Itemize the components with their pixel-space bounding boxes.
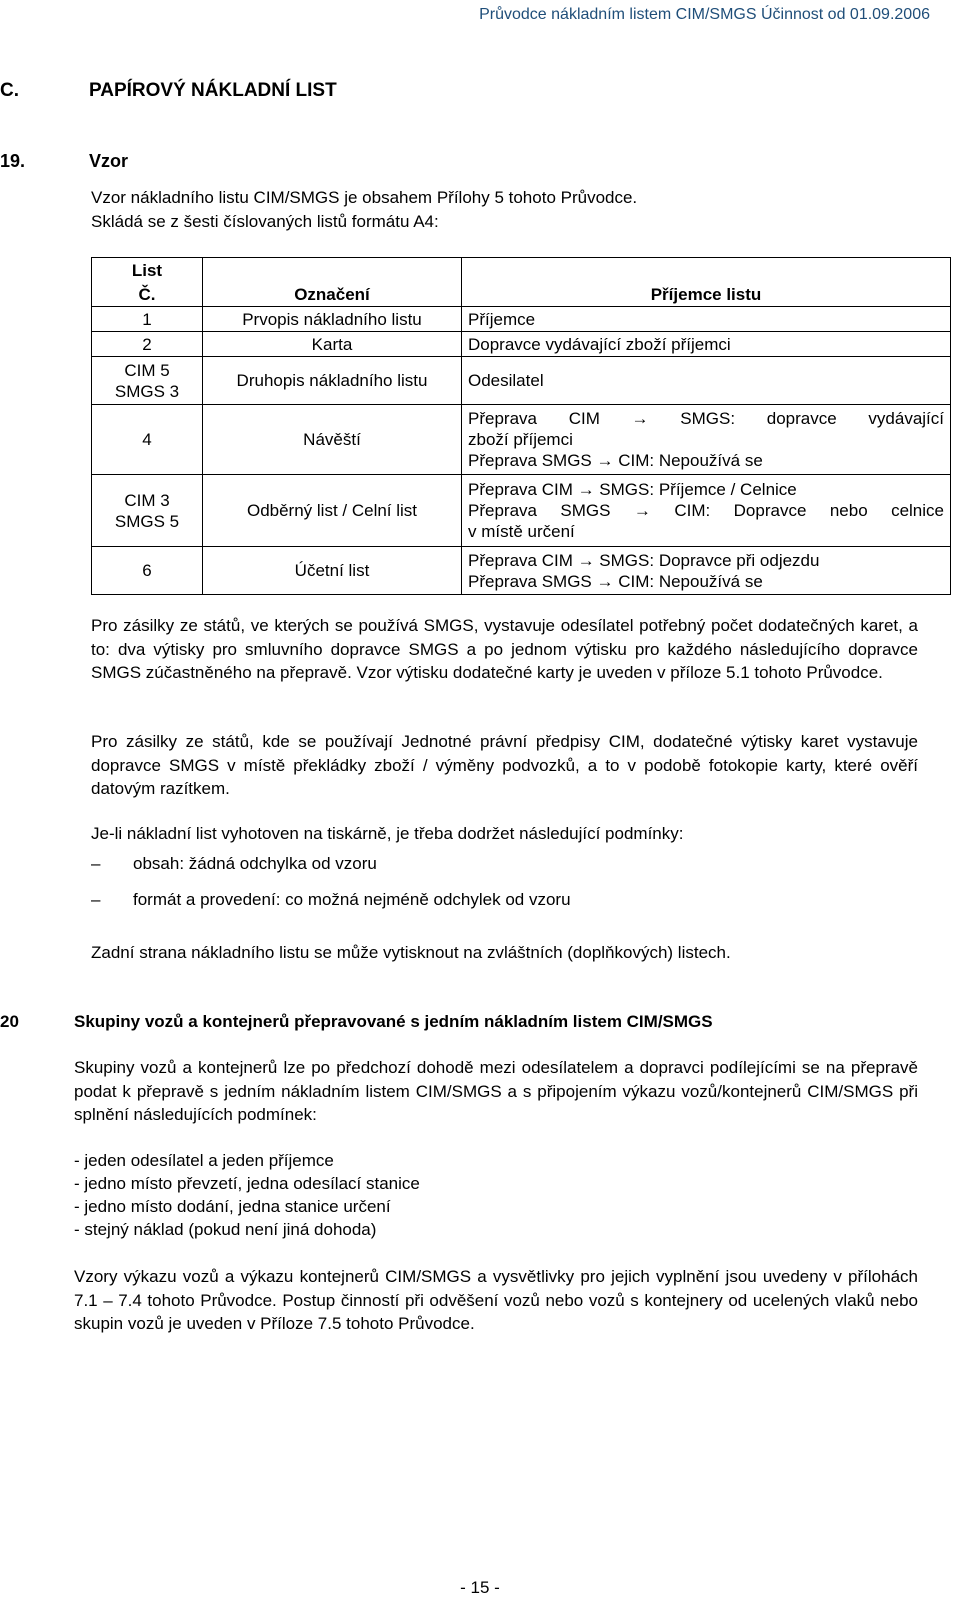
recipient-line: v místě určení: [468, 522, 575, 541]
row-number: 6: [92, 547, 203, 595]
row-number-line: CIM 3: [124, 490, 170, 510]
recipient-line: Přeprava SMGS → CIM: Nepoužívá se: [468, 451, 763, 470]
col2-header: Označení: [203, 283, 462, 307]
paragraph-printer-conditions: Je-li nákladní list vyhotoven na tiskárně, je třeba dodržet následující podmínky:: [91, 824, 684, 843]
row-name: Prvopis nákladního listu: [203, 307, 462, 332]
paragraph-groups-intro: Skupiny vozů a kontejnerů lze po předchozí dohodě mezi odesílatelem a dopravci podílejícími se na přepravě podat k přepravě s jedním nákladním listem CIM/SMGS a s připojením výkazu vozů/kontejnerů CIM/SMGS při splnění následujících podmínek:: [74, 1058, 918, 1124]
paragraph-additional-cards-cim: Pro zásilky ze států, kde se používají Jednotné právní předpisy CIM, dodatečné výtisky karet vystavuje dopravce SMGS v místě překládky zboží / výměny podvozků, a to v podobě fotokopie karty, které ověří datovým razítkem.: [91, 732, 918, 798]
row-recipient: Příjemce: [462, 307, 951, 332]
row-number-line: SMGS 3: [114, 381, 180, 401]
table-row: [92, 405, 951, 475]
section-19-title: Vzor: [89, 151, 129, 171]
row-number: [92, 357, 203, 405]
section-c-title: PAPÍROVÝ NÁKLADNÍ LIST: [89, 80, 337, 101]
paragraph-back-side: Zadní strana nákladního listu se může vytisknout na zvláštních (doplňkových) listech.: [91, 943, 731, 962]
col3-header: Příjemce listu: [462, 283, 951, 307]
row-recipient: [462, 547, 951, 595]
row-recipient: Odesilatel: [462, 357, 951, 405]
row-number-line: SMGS 5: [114, 511, 180, 531]
intro-line-2: Skládá se z šesti číslovaných listů formátu A4:: [91, 212, 439, 231]
condition-item: - stejný náklad (pokud není jiná dohoda): [74, 1220, 377, 1239]
col1-header-number: Č.: [92, 283, 203, 307]
recipient-line: Přeprava CIM → SMGS: Příjemce / Celnice: [468, 480, 797, 499]
row-name: Účetní list: [203, 547, 462, 595]
recipient-line: Přeprava SMGS → CIM: Dopravce nebo celnice: [468, 501, 944, 520]
table-row: [92, 475, 951, 547]
bullet-dash: –: [91, 854, 101, 873]
section-19-number: 19.: [0, 151, 26, 171]
recipient-line: zboží příjemci: [468, 430, 573, 449]
row-number-line: CIM 5: [124, 360, 170, 380]
row-name: Karta: [203, 332, 462, 357]
section-c-number: C.: [0, 80, 19, 101]
row-name: Návěští: [203, 405, 462, 475]
row-name: Druhopis nákladního listu: [203, 357, 462, 405]
row-number: [92, 475, 203, 547]
table-header-row-1: [92, 258, 951, 283]
col1-header-list: List: [92, 258, 203, 283]
table-row: [92, 547, 951, 595]
sheet-table: [91, 257, 951, 595]
section-20-number: 20: [0, 1012, 19, 1031]
paragraph-additional-cards-smgs: Pro zásilky ze států, ve kterých se používá SMGS, vystavuje odesílatel potřebný počet dodatečných karet, a to: dva výtisky pro smluvního dopravce SMGS a po jednom výtisku pro každého následujícího dopravce SMGS zúčastněného na přepravě. Vzor výtisku dodatečné karty je uveden v příloze 5.1 tohoto Průvodce.: [91, 616, 918, 682]
recipient-line: Přeprava SMGS → CIM: Nepoužívá se: [468, 571, 763, 591]
row-number: 1: [92, 307, 203, 332]
recipient-line: Přeprava CIM → SMGS: dopravce vydávající: [468, 409, 944, 428]
bullet-text: obsah: žádná odchylka od vzoru: [133, 854, 377, 873]
table-row: [92, 332, 951, 357]
row-number: 2: [92, 332, 203, 357]
row-recipient: [462, 405, 951, 475]
paragraph-templates-reference: Vzory výkazu vozů a výkazu kontejnerů CIM/SMGS a vysvětlivky pro jejich vyplnění jsou uvedeny v přílohách 7.1 – 7.4 tohoto Průvodce. Postup činností při odvěšení vozů nebo vozů s kontejnery od ucelených vlaků nebo skupin vozů je uveden v Příloze 7.5 tohoto Průvodce.: [74, 1267, 918, 1333]
condition-item: - jedno místo dodání, jedna stanice určení: [74, 1197, 391, 1216]
bullet-text: formát a provedení: co možná nejméně odchylek od vzoru: [133, 890, 571, 909]
row-recipient: Dopravce vydávající zboží příjemci: [462, 332, 951, 357]
bullet-item: [91, 888, 571, 912]
row-name: Odběrný list / Celní list: [203, 475, 462, 547]
row-recipient: [462, 475, 951, 547]
table-row: [92, 307, 951, 332]
condition-item: - jeden odesílatel a jeden příjemce: [74, 1151, 334, 1170]
intro-line-1: Vzor nákladního listu CIM/SMGS je obsahem Přílohy 5 tohoto Průvodce.: [91, 188, 638, 207]
table-row: [92, 357, 951, 405]
row-number: 4: [92, 405, 203, 475]
recipient-line: Přeprava CIM → SMGS: Dopravce při odjezdu: [468, 550, 820, 570]
condition-item: - jedno místo převzetí, jedna odesílací stanice: [74, 1174, 420, 1193]
page-number: - 15 -: [460, 1578, 500, 1597]
bullet-dash: –: [91, 890, 101, 909]
section-20-title: Skupiny vozů a kontejnerů přepravované s jedním nákladním listem CIM/SMGS: [74, 1012, 713, 1031]
bullet-item: [91, 852, 377, 876]
running-header: Průvodce nákladním listem CIM/SMGS Účinnost od 01.09.2006: [479, 6, 930, 23]
table-header-row-2: [92, 283, 951, 307]
